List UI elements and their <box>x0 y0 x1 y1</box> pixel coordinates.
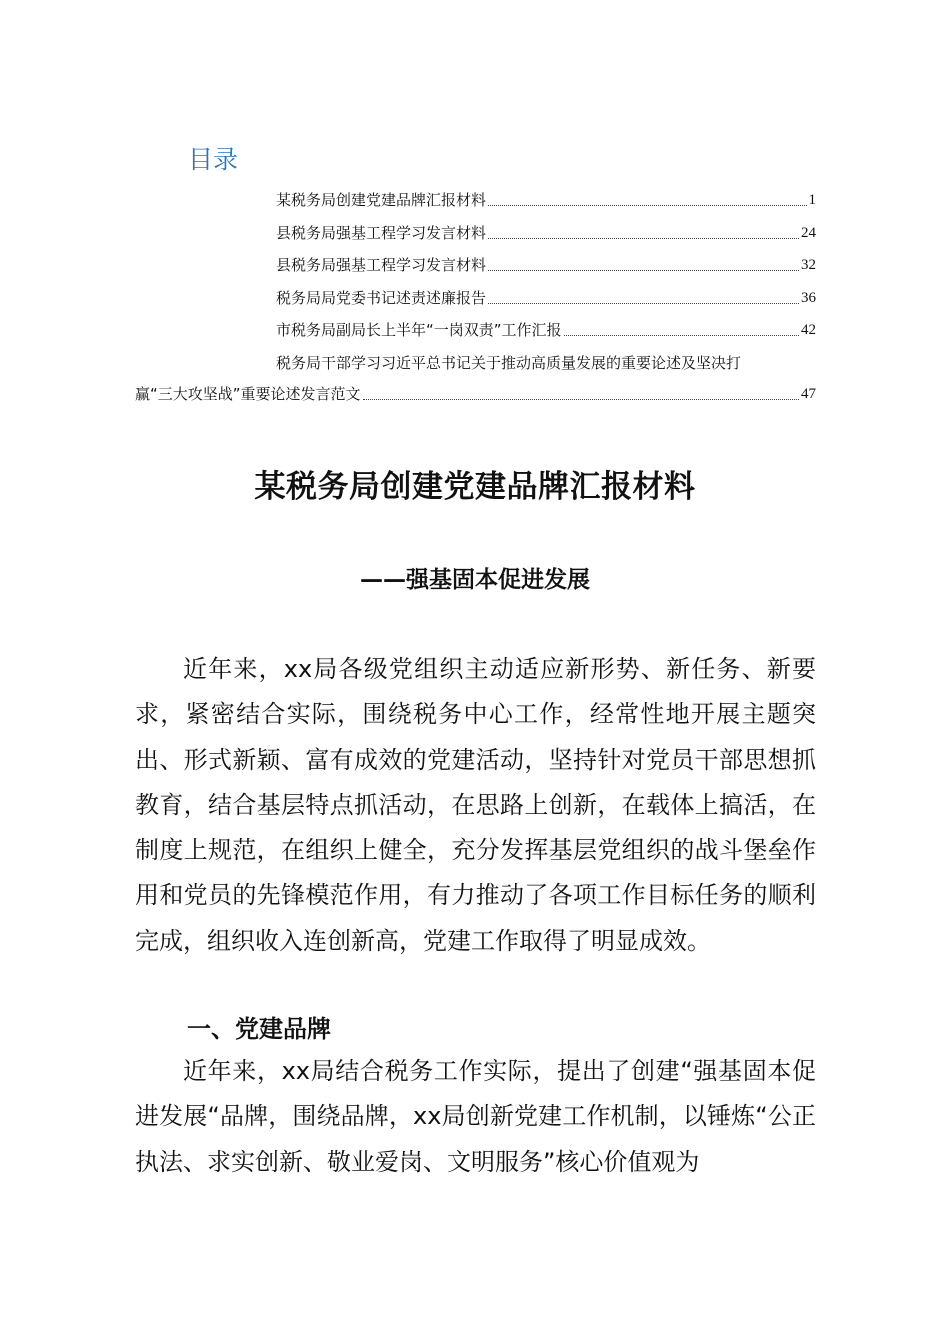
body-paragraph: 近年来，xx局各级党组织主动适应新形势、新任务、新要求，紧密结合实际，围绕税务中心工作，经常性地开展主题突出、形式新颖、富有成效的党建活动，坚持针对党员干部思想抓教育，结合基层特点抓活动，在思路上创新，在载体上搞活，在制度上规范，在组织上健全，充分发挥基层党组织的战斗堡垒作用和党员的先锋模范作用，有力推动了各项工作目标任务的顺利完成，组织收入连创新高，党建工作取得了明显成效。 <box>135 655 816 955</box>
toc-entry-label: 县税务局强基工程学习发言材料 <box>276 256 487 274</box>
toc-entry-page: 24 <box>801 225 816 241</box>
toc-entry-page: 1 <box>808 192 816 208</box>
toc-entry-page: 42 <box>801 322 816 338</box>
toc-entry-page: 47 <box>801 386 816 402</box>
toc-entry-label: 县税务局强基工程学习发言材料 <box>276 224 487 242</box>
toc-entry-label: 某税务局创建党建品牌汇报材料 <box>276 191 487 209</box>
section-heading: 一、党建品牌 <box>187 1015 331 1043</box>
toc-entry-multiline[interactable] <box>135 383 816 405</box>
toc-leader-dots <box>488 302 799 304</box>
toc-entry[interactable] <box>276 319 816 341</box>
toc-entry-label: 市税务局副局长上半年“一岗双责”工作汇报 <box>276 321 562 339</box>
toc-leader-dots <box>488 204 806 206</box>
toc-leader-dots <box>564 334 799 336</box>
toc-entry-label: 税务局局党委书记述责述廉报告 <box>276 289 487 307</box>
toc-entry[interactable] <box>276 287 816 309</box>
toc-entry[interactable] <box>276 222 816 244</box>
toc-entry[interactable] <box>276 189 816 211</box>
document-title: 某税务局创建党建品牌汇报材料 <box>254 469 696 505</box>
toc-title: 目录 <box>188 145 239 174</box>
body-paragraph: 近年来，xx局结合税务工作实际，提出了创建“强基固本促进发展“品牌，围绕品牌，xx局创新党建工作机制，以锤炼“公正执法、求实创新、敬业爱岗、文明服务”核心价值观为 <box>135 1057 816 1176</box>
toc-entry-multiline-line2: 赢“三大攻坚战”重要论述发言范文 <box>135 385 361 403</box>
toc-leader-dots <box>488 237 799 239</box>
toc-entry-page: 32 <box>801 257 816 273</box>
toc-entry[interactable] <box>276 254 816 276</box>
toc-entry-multiline-line1[interactable]: 税务局干部学习习近平总书记关于推动高质量发展的重要论述及坚决打 <box>276 354 742 372</box>
document-subtitle: ——强基固本促进发展 <box>360 567 590 593</box>
toc-leader-dots <box>488 269 799 271</box>
toc-entry-page: 36 <box>801 290 816 306</box>
toc-leader-dots <box>363 398 799 400</box>
